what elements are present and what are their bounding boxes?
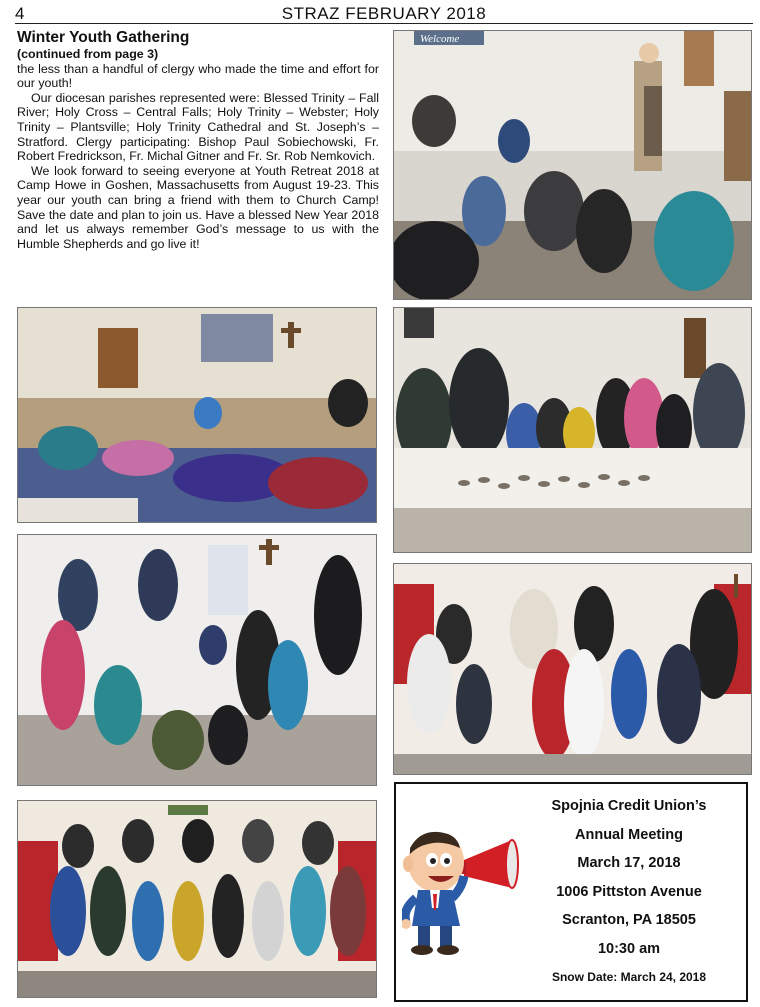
ad-line-credit-union: Spojnia Credit Union’s <box>551 798 707 814</box>
photo-altar-group <box>393 563 752 775</box>
photo-large-group <box>17 800 377 998</box>
article-paragraph: We look forward to seeing everyone at Youth Retreat 2018 at Camp Howe in Goshen, Massachusetts from August 19-23. This year our youth can bring a friend with them to Church Camp! Save the date and plan to join us. Have a blessed New Year 2018 and let us always remember God’s message to us with the Humble Shepherds and go live it! <box>17 163 379 251</box>
page-header <box>15 4 753 24</box>
photo-movie-night <box>17 307 377 523</box>
photo-painted-rocks <box>393 307 752 553</box>
photo-youth-group <box>17 534 377 786</box>
article-paragraph: the less than a handful of clergy who made the time and effort for our youth! <box>17 61 379 91</box>
credit-union-ad <box>394 782 748 1002</box>
megaphone-mascot-icon <box>402 818 520 958</box>
ad-line-time: 10:30 am <box>597 940 661 957</box>
article-title: Winter Youth Gathering <box>17 29 190 46</box>
ad-snow-date: Snow Date: March 24, 2018 <box>551 970 707 984</box>
continued-note: (continued from page 3) <box>17 47 159 61</box>
ad-line-address: 1006 Pittston Avenue <box>556 883 702 900</box>
article-winter-youth-gathering <box>17 29 379 251</box>
welcome-sign-text: Welcome <box>420 33 460 45</box>
header-rule <box>15 23 753 24</box>
ad-line-date: March 17, 2018 <box>577 855 681 871</box>
ad-line-city: Scranton, PA 18505 <box>562 912 696 928</box>
page-number: 4 <box>15 4 25 23</box>
ad-line-meeting: Annual Meeting <box>575 826 683 843</box>
photo-shepherd-skit <box>393 30 752 300</box>
article-paragraph: Our diocesan parishes represented were: Blessed Trinity – Fall River; Holy Cross – Central Falls; Holy Trinity – Webster; Holy Trinity – Plantsville; Holy Trinity Cathedral and St. Joseph’s – Stratford. Clergy participating: Bishop Paul Sobiechowski, Fr. Robert Fredrickson, Fr. Michal Gitner and Fr. Sr. Rob Nemkovich. <box>17 90 379 164</box>
masthead-title: STRAZ FEBRUARY 2018 <box>281 4 487 23</box>
ad-text-block <box>516 792 742 992</box>
